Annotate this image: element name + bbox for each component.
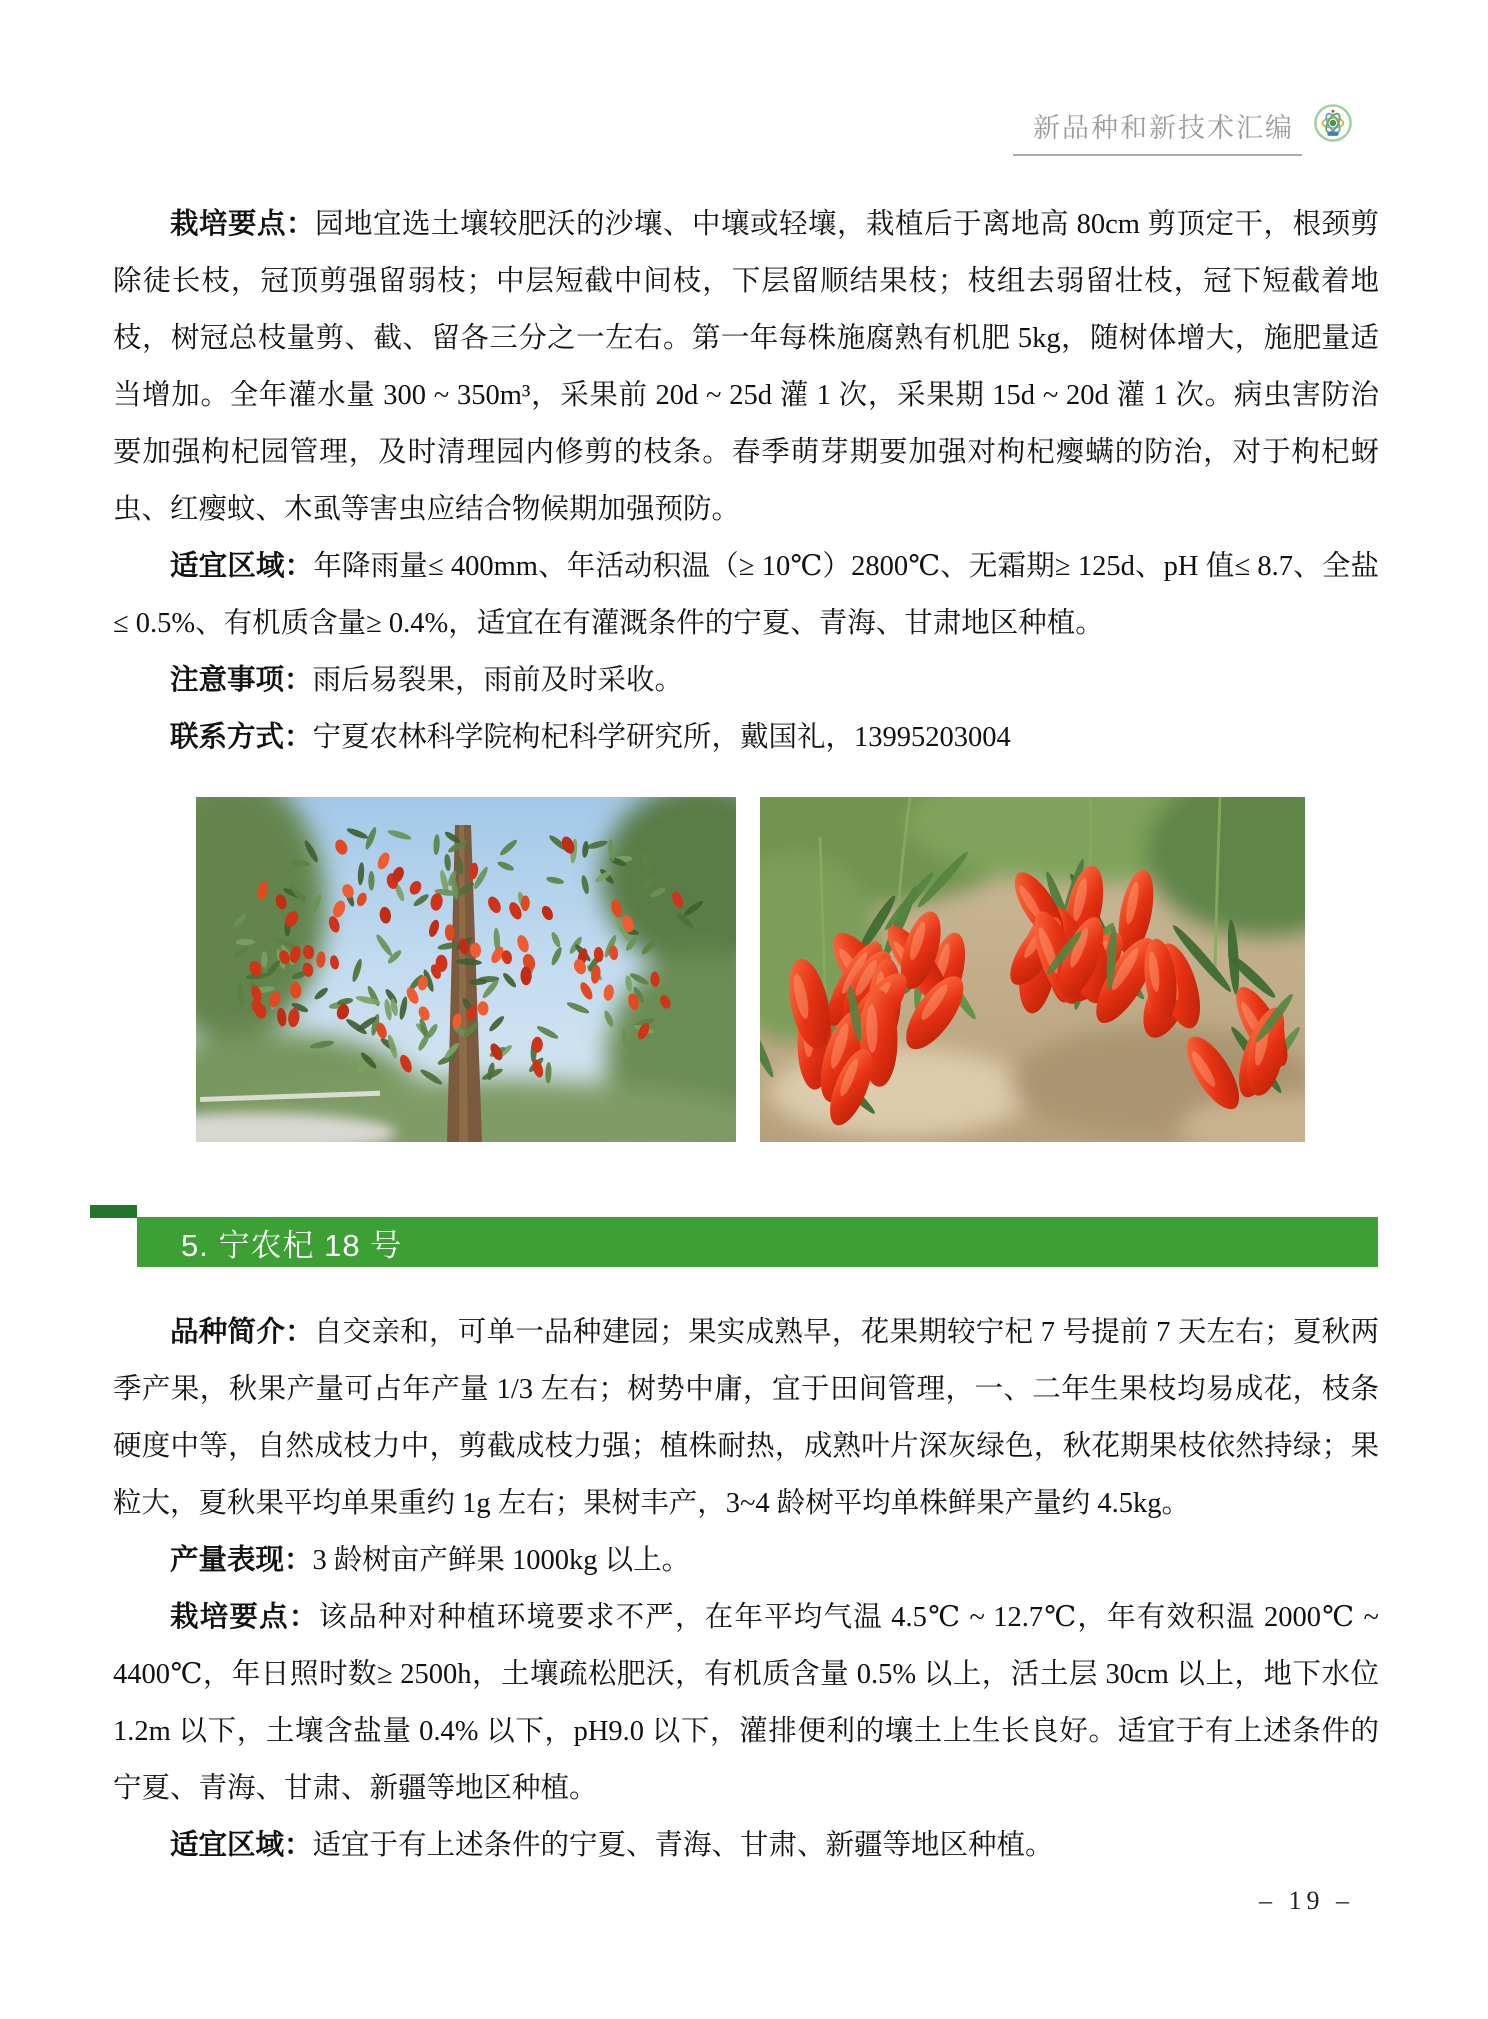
intro-text-block — [113, 196, 1379, 766]
paragraph-label: 适宜区域： — [170, 550, 314, 582]
goji-tree-field-photo — [196, 797, 736, 1142]
paragraph-label: 联系方式： — [170, 721, 313, 753]
goji-berries-closeup-photo — [760, 797, 1305, 1142]
book-title: 新品种和新技术汇编 — [1013, 106, 1302, 156]
paragraph-label: 栽培要点： — [170, 208, 315, 240]
paragraph-text: 宁夏农林科学院枸杞科学研究所，戴国礼，13995203004 — [312, 722, 1011, 753]
paragraph-text: 该品种对种植环境要求不严，在年平均气温 4.5℃ ~ 12.7℃，年有效积温 2000℃ ~ 4400℃，年日照时数≥ 2500h，土壤疏松肥沃，有机质含量 0.5% 以上，活土层 30cm 以上，地下水位 1.2m 以下，土壤含盐量 0.4% 以下，pH9.0 以下，灌排便利的壤土上生长良好。适宜于有上述条件的宁夏、青海、甘肃、新疆等地区种植。 — [113, 1602, 1379, 1804]
paragraph-text: 园地宜选土壤较肥沃的沙壤、中壤或轻壤，栽植后于离地高 80cm 剪顶定干，根颈剪除徒长枝，冠顶剪强留弱枝；中层短截中间枝，下层留顺结果枝；枝组去弱留壮枝，冠下短截着地枝，树冠总枝量剪、截、留各三分之一左右。第一年每株施腐熟有机肥 5kg，随树体增大，施肥量适当增加。全年灌水量 300 ~ 350m³，采果前 20d ~ 25d 灌 1 次，采果期 15d ~ 20d 灌 1 次。病虫害防治要加强枸杞园管理，及时清理园内修剪的枝条。春季萌芽期要加强对枸杞瘿螨的防治，对于枸杞蚜虫、红瘿蚊、木虱等害虫应结合物候期加强预防。 — [113, 209, 1379, 525]
paragraph-text: 年降雨量≤ 400mm、年活动积温（≥ 10℃）2800℃、无霜期≥ 125d、pH 值≤ 8.7、全盐≤ 0.5%、有机质含量≥ 0.4%，适宜在有灌溉条件的宁夏、青海、甘肃地区种植。 — [113, 551, 1379, 639]
page-header — [1013, 106, 1352, 156]
paragraph-text: 适宜于有上述条件的宁夏、青海、甘肃、新疆等地区种植。 — [312, 1830, 1054, 1861]
paragraph-label: 产量表现： — [170, 1544, 313, 1576]
paragraph-text: 自交亲和，可单一品种建园；果实成熟早，花果期较宁杞 7 号提前 7 天左右；夏秋两季产果，秋果产量可占年产量 1/3 左右；树势中庸，宜于田间管理，一、二年生果枝均易成花，枝条硬度中等，自然成枝力中，剪截成枝力强；植株耐热，成熟叶片深灰绿色，秋花期果枝依然持绿；果粒大，夏秋果平均单果重约 1g 左右；果树丰产，3~4 龄树平均单株鲜果产量约 4.5kg。 — [113, 1317, 1379, 1519]
paragraph-label: 注意事项： — [170, 664, 313, 696]
yield-paragraph — [113, 1532, 1379, 1589]
variety-section-banner — [137, 1217, 1378, 1267]
paragraph-label: 栽培要点： — [170, 1601, 319, 1633]
photo-row — [0, 797, 1488, 1142]
suitable-regions-paragraph — [113, 538, 1379, 652]
banner-accent-mark — [90, 1205, 137, 1218]
contact-paragraph — [113, 709, 1379, 766]
academy-logo-icon — [1314, 104, 1352, 142]
variety-text-block — [113, 1304, 1379, 1874]
variety-intro-paragraph — [113, 1304, 1379, 1532]
page-number: – 19 – — [1259, 1886, 1354, 1915]
variety-section-heading: 5. 宁农杞 18 号 — [181, 1227, 403, 1263]
notes-paragraph — [113, 652, 1379, 709]
cultivation-points-paragraph-2 — [113, 1589, 1379, 1817]
suitable-regions-paragraph-2 — [113, 1817, 1379, 1874]
paragraph-text: 3 龄树亩产鲜果 1000kg 以上。 — [312, 1545, 691, 1576]
paragraph-label: 适宜区域： — [170, 1829, 313, 1861]
paragraph-label: 品种简介： — [170, 1316, 314, 1348]
cultivation-points-paragraph — [113, 196, 1379, 538]
paragraph-text: 雨后易裂果，雨前及时采收。 — [312, 665, 684, 696]
